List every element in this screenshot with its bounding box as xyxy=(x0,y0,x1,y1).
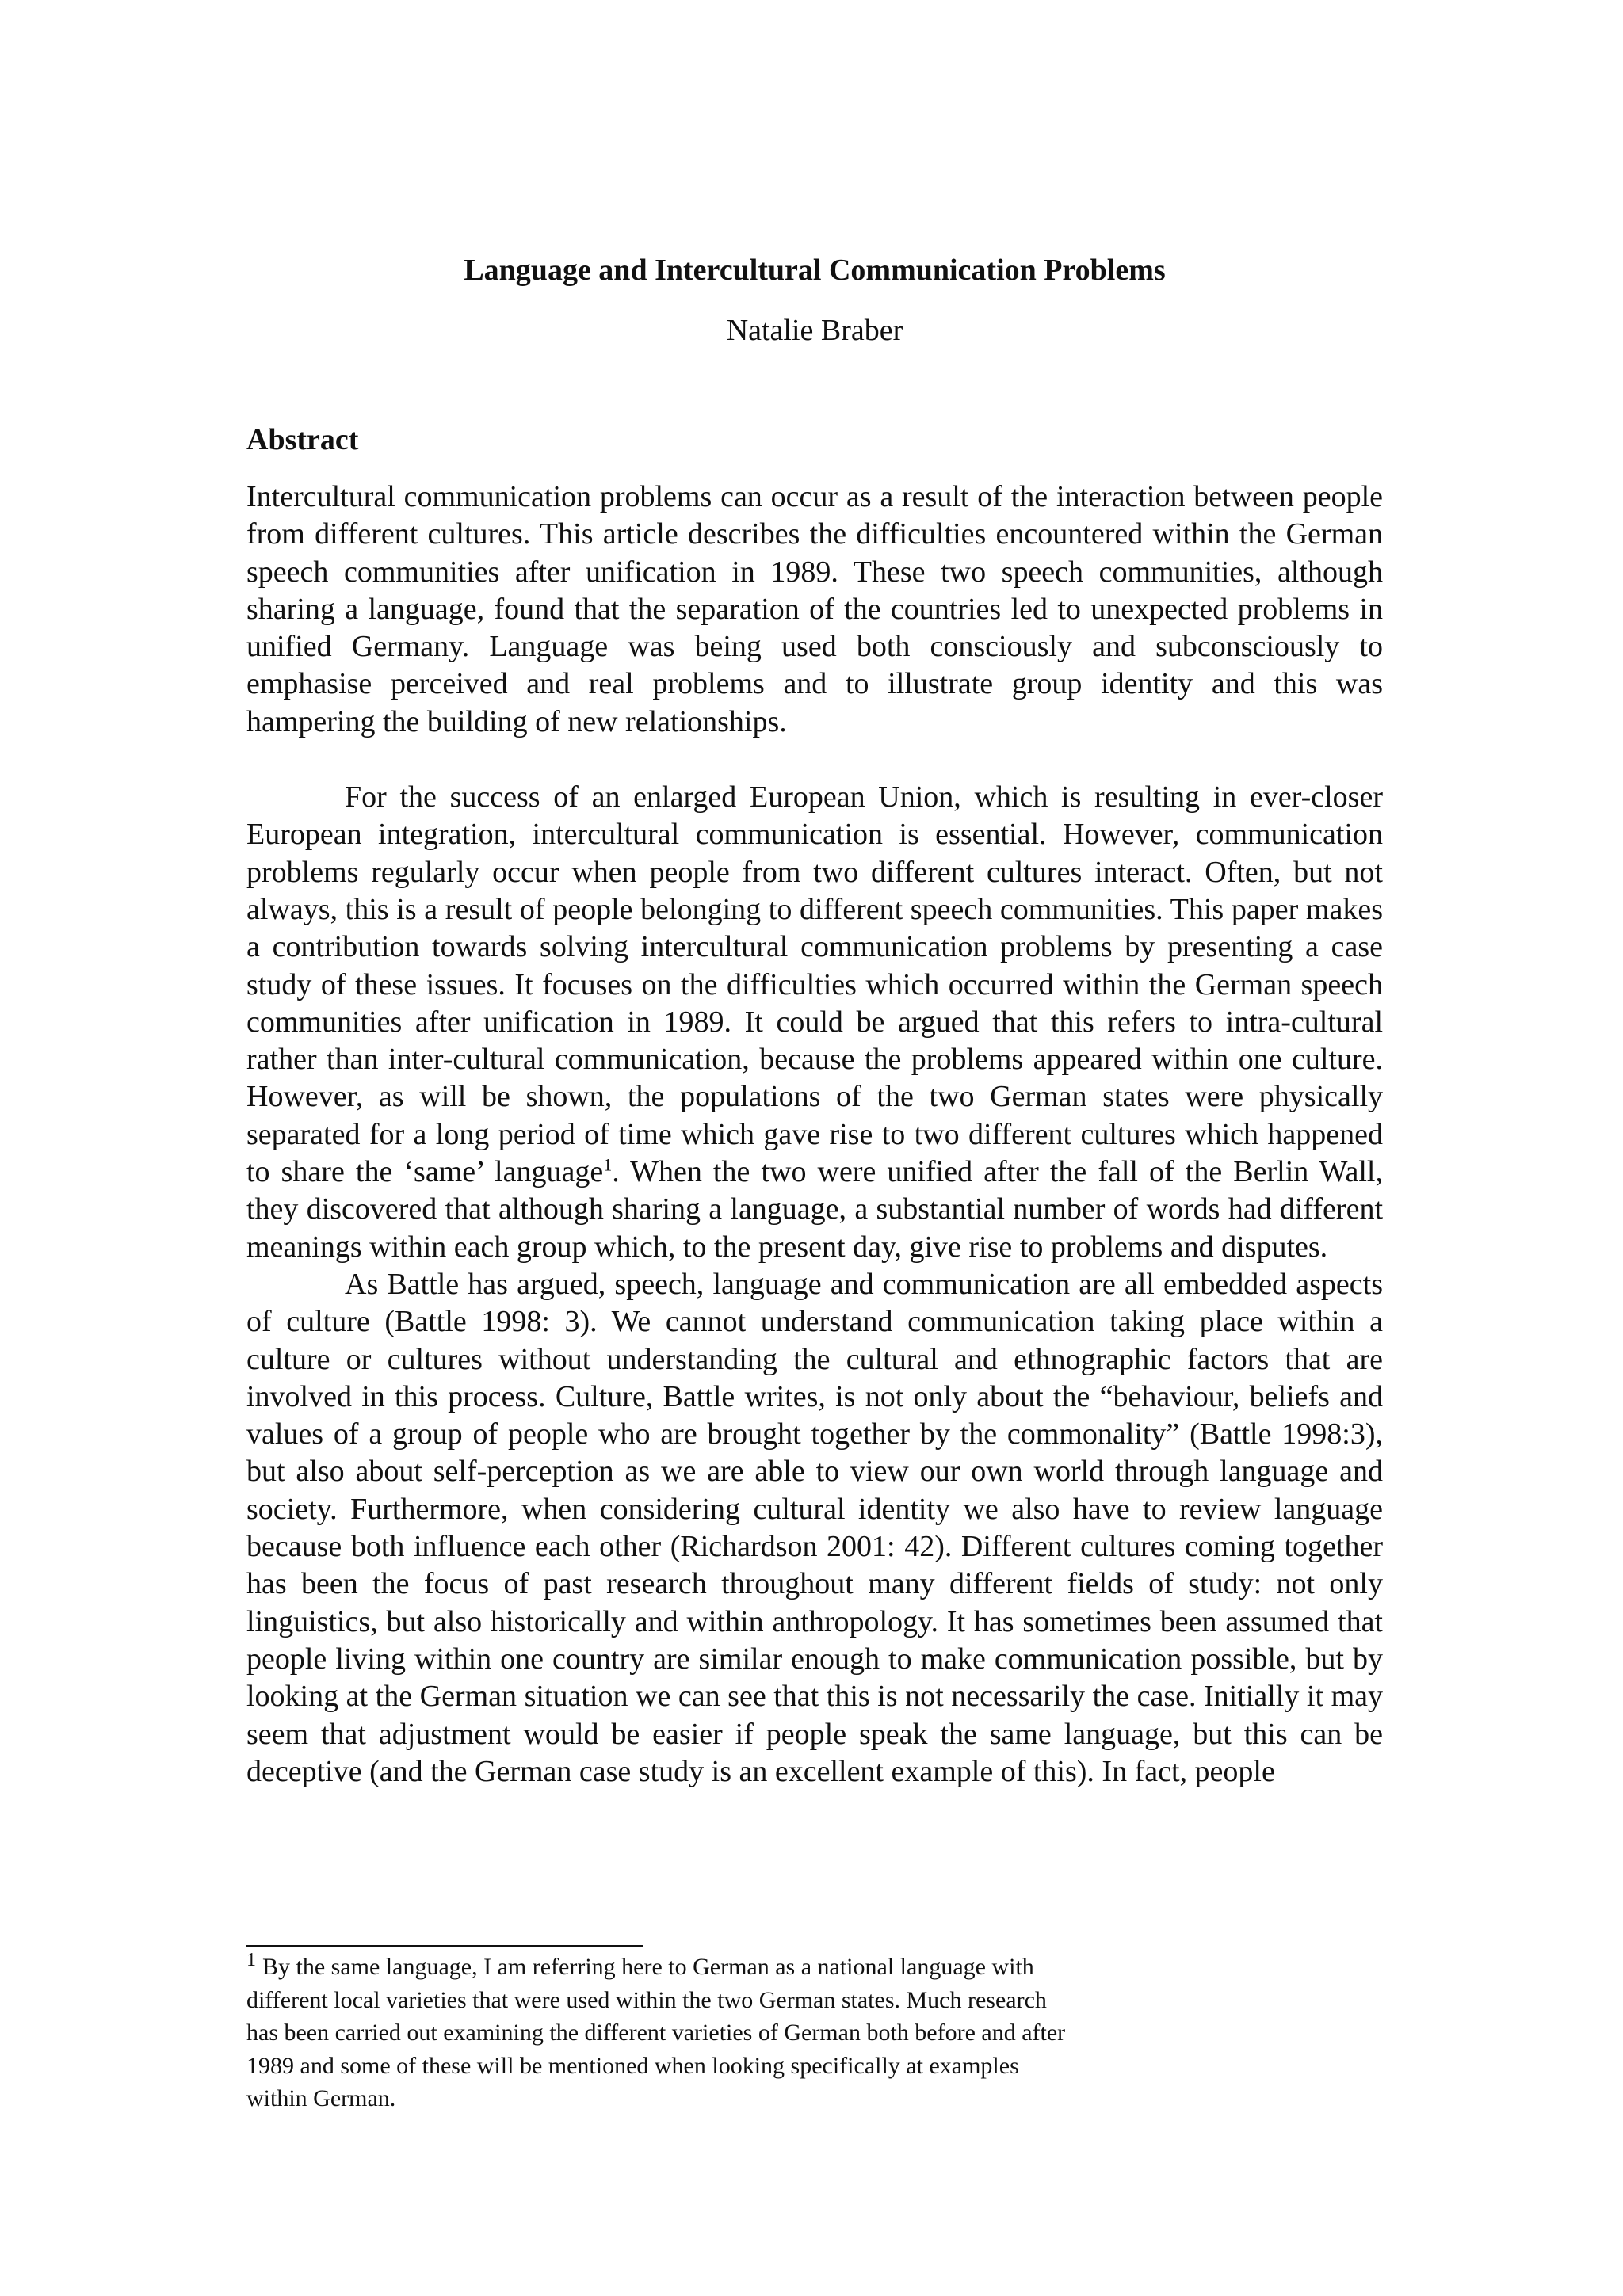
footnote-line-1-text: By the same language, I am referring here to German as a national language with xyxy=(262,1954,1034,1980)
abstract-text: Intercultural communication problems can occur as a result of the interaction between people from different cultures. This article describes the difficulties encountered within the German speech communities after unification in 1989. These two speech communities, although sharing a language, found that the separation of the countries led to unexpected problems in unified Germany. Language was being used both consciously and subconsciously to emphasise perceived and real problems and to illustrate group identity and this was hampering the building of new relationships. xyxy=(246,480,1383,738)
author-name: Natalie Braber xyxy=(726,314,903,347)
footnote-line-3: has been carried out examining the different varieties of German both before and after xyxy=(246,2019,1066,2046)
footnote-reference[interactable]: 1 xyxy=(603,1154,613,1175)
footnote xyxy=(246,1951,1182,2115)
footnote-line-5: within German. xyxy=(246,2085,396,2111)
footnote-number: 1 xyxy=(246,1950,256,1970)
footnote-separator xyxy=(246,1945,643,1947)
footnote-line-1 xyxy=(246,1951,1182,1984)
paragraph-1-text-b: . When the two were unified after the fall of the Berlin Wall, they discovered that although sharing a language, a substantial number of words had different meanings within each group which, to the present day, give rise to problems and disputes. xyxy=(246,1155,1383,1264)
footnote-line-4: 1989 and some of these will be mentioned when looking specifically at examples xyxy=(246,2052,1019,2079)
body-paragraph-2: As Battle has argued, speech, language and communication are all embedded aspects of culture (Battle 1998: 3). We cannot understand communication taking place within a culture or cultures without understanding the cultural and ethnographic factors that are involved in this process. Culture, Battle writes, is not only about the “behaviour, beliefs and values of a group of people who are brought together by the commonality” (Battle 1998:3), but also about self-perception as we are able to view our own world through language and society. Furthermore, when considering cultural identity we also have to review language because both influence each other (Richardson 2001: 42). Different cultures coming together has been the focus of past research throughout many different fields of study: not only linguistics, but also historically and within anthropology. It has sometimes been assumed that people living within one country are similar enough to make communication possible, but by looking at the German situation we can see that this is not necessarily the case. Initially it may seem that adjustment would be easier if people speak the same language, but this can be deceptive (and the German case study is an excellent example of this). In fact, people xyxy=(246,1267,1383,1788)
article-body xyxy=(246,252,1383,1791)
footnote-line-2: different local varieties that were used within the two German states. Much research xyxy=(246,1986,1047,2013)
paragraph-1-text-a: For the success of an enlarged European Union, which is resulting in ever-closer European integration, intercultural communication is essential. However, communication problems regularly occur when people from two different cultures interact. Often, but not always, this is a result of people belonging to different speech communities. This paper makes a contribution towards solving intercultural communication problems by presenting a case study of these issues. It focuses on the difficulties which occurred within the German speech communities after unification in 1989. It could be argued that this refers to intra-cultural rather than inter-cultural communication, because the problems appeared within one culture. However, as will be shown, the populations of the two German states were physically separated for a long period of time which gave rise to two different cultures which happened to share the ‘same’ language xyxy=(246,780,1383,1189)
body-paragraph-1 xyxy=(246,779,1383,1266)
paper-title: Language and Intercultural Communication Problems xyxy=(464,254,1166,287)
abstract-heading: Abstract xyxy=(246,423,359,456)
